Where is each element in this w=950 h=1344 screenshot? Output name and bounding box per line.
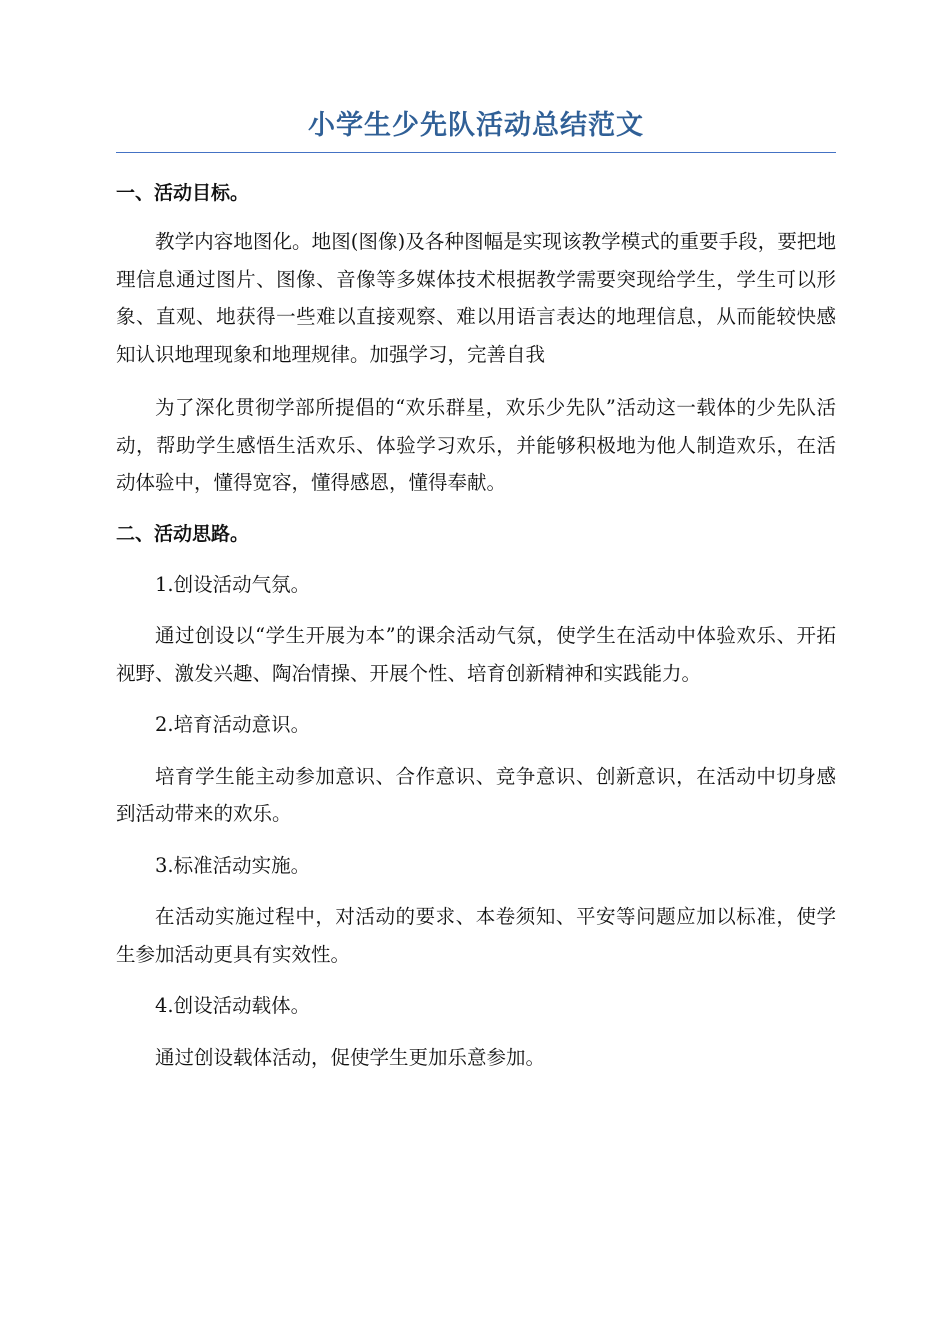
document-page	[116, 104, 836, 1076]
paragraph: 培育学生能主动参加意识、合作意识、竞争意识、创新意识，在活动中切身感到活动带来的欢乐。	[116, 764, 836, 825]
section-heading: 一、活动目标。	[116, 182, 250, 204]
section-2	[116, 516, 836, 1077]
paragraph: 为了深化贯彻学部所提倡的“欢乐群星，欢乐少先队”活动这一载体的少先队活动，帮助学生感悟生活欢乐、体验学习欢乐，并能够积极地为他人制造欢乐，在活动体验中，懂得宽容，懂得感恩，懂得奉献。	[116, 396, 836, 494]
list-item-label: 3.标准活动实施。	[155, 853, 311, 877]
section-heading: 二、活动思路。	[116, 522, 250, 545]
list-item-label: 1.创设活动气氛。	[155, 572, 311, 596]
paragraph: 教学内容地图化。地图(图像)及各种图幅是实现该教学模式的重要手段，要把地理信息通过图片、图像、音像等多媒体技术根据教学需要突现给学生，学生可以形象、直观、地获得一些难以直接观察、难以用语言表达的地理信息，从而能较快感知认识地理现象和地理规律。加强学习，完善自我	[116, 230, 836, 366]
paragraph: 通过创设以“学生开展为本”的课余活动气氛，使学生在活动中体验欢乐、开拓视野、激发兴趣、陶冶情操、开展个性、培育创新精神和实践能力。	[116, 624, 836, 685]
paragraph: 通过创设载体活动，促使学生更加乐意参加。	[155, 1045, 546, 1069]
list-item-label: 2.培育活动意识。	[155, 713, 311, 736]
section-1	[116, 175, 836, 502]
paragraph: 在活动实施过程中，对活动的要求、本卷须知、平安等问题应加以标准，使学生参加活动更具有实效性。	[116, 905, 836, 966]
document-title: 小学生少先队活动总结范文	[116, 104, 836, 153]
list-item-label: 4.创设活动载体。	[155, 994, 311, 1017]
